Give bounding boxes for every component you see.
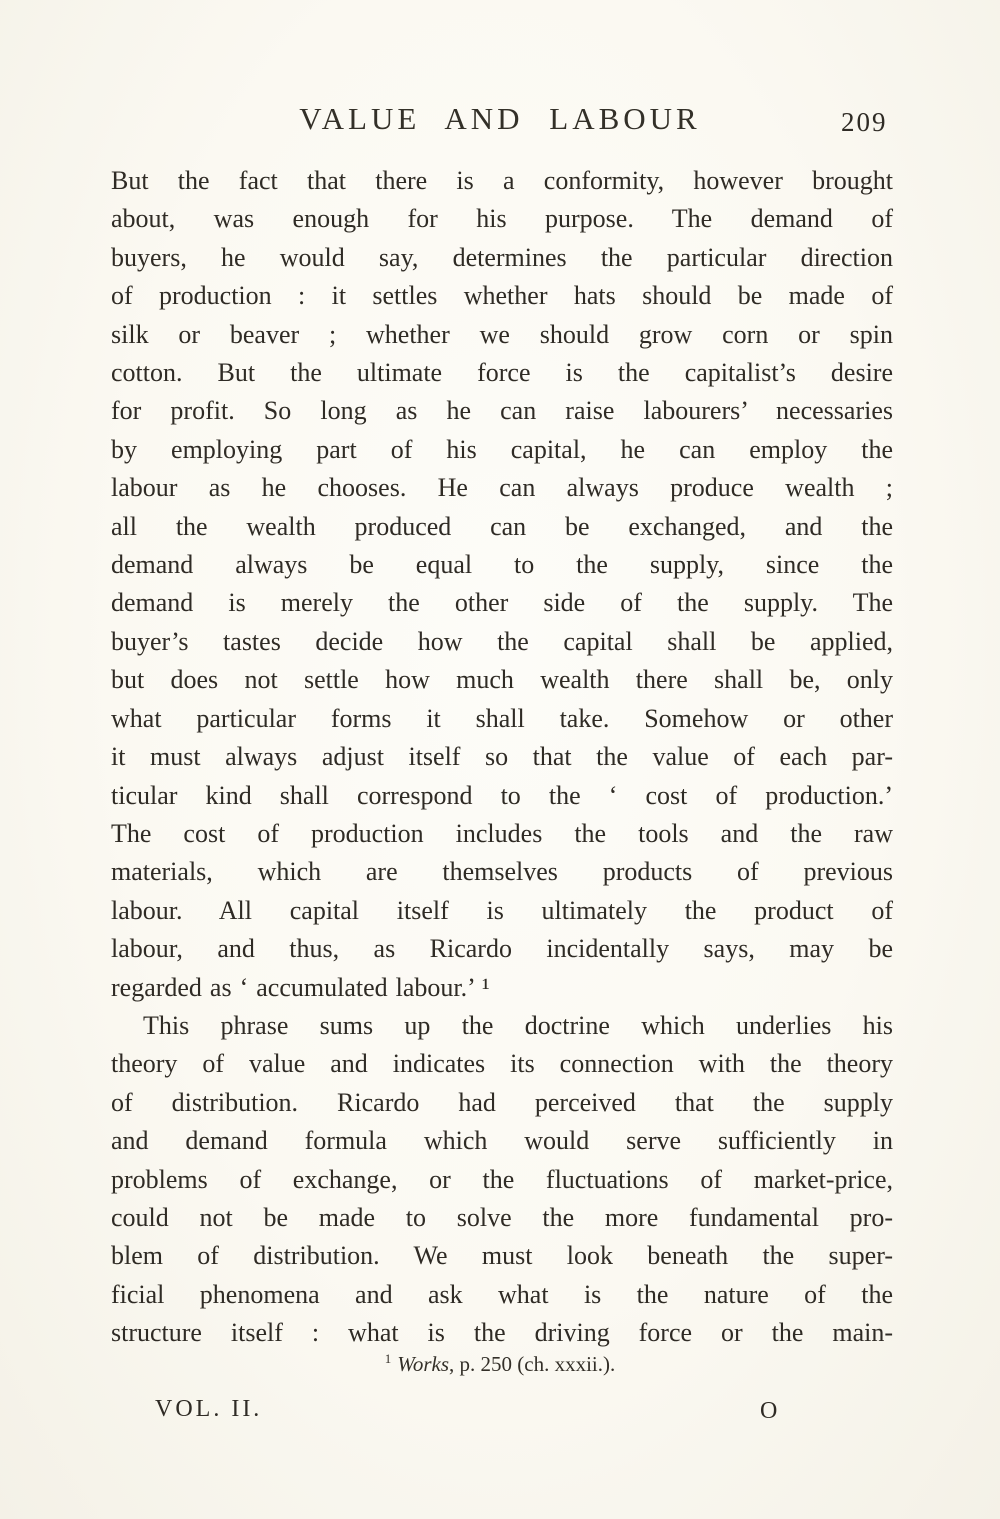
text-line: it must always adjust itself so that the value of each par-: [111, 742, 893, 772]
text-line: all the wealth produced can be exchanged, and the: [111, 511, 893, 541]
text-line: of production : it settles whether hats should be made of: [111, 281, 893, 311]
text-line: blem of distribution. We must look beneath the super-: [111, 1241, 893, 1271]
text-line: materials, which are themselves products of previous: [111, 857, 893, 887]
text-line: structure itself : what is the driving force or the main-: [111, 1318, 893, 1348]
text-line: by employing part of his capital, he can employ the: [111, 434, 893, 464]
text-line: could not be made to solve the more fundamental pro-: [111, 1202, 893, 1232]
text-line: labour. All capital itself is ultimately the product of: [111, 895, 893, 925]
text-line: buyer’s tastes decide how the capital shall be applied,: [111, 626, 893, 656]
text-line: what particular forms it shall take. Somehow or other: [111, 703, 893, 733]
page-body: [111, 162, 893, 1353]
text-line: problems of exchange, or the fluctuations of market-price,: [111, 1164, 893, 1194]
text-line: silk or beaver ; whether we should grow corn or spin: [111, 319, 893, 349]
footnote-work-title: Works: [397, 1352, 449, 1376]
text-line: but does not settle how much wealth there shall be, only: [111, 665, 893, 695]
footnote: [0, 1351, 1000, 1377]
page-number: 209: [841, 107, 888, 137]
text-line: regarded as ‘ accumulated labour.’ ¹: [111, 972, 490, 1002]
text-line: of distribution. Ricardo had perceived that the supply: [111, 1087, 893, 1117]
text-line: The cost of production includes the tools and the raw: [111, 818, 893, 848]
text-line: ficial phenomena and ask what is the nature of the: [111, 1279, 893, 1309]
text-line: theory of value and indicates its connection with the theory: [111, 1049, 893, 1079]
text-line: for profit. So long as he can raise labourers’ necessaries: [111, 396, 893, 426]
text-line: labour, and thus, as Ricardo incidentally says, may be: [111, 934, 893, 964]
volume-label: VOL. II.: [155, 1396, 263, 1422]
text-line: This phrase sums up the doctrine which underlies his: [143, 1010, 893, 1040]
text-line: labour as he chooses. He can always produce wealth ;: [111, 473, 893, 503]
text-line: and demand formula which would serve sufficiently in: [111, 1126, 893, 1156]
text-line: cotton. But the ultimate force is the capitalist’s desire: [111, 358, 893, 388]
page-title: VALUE AND LABOUR: [299, 101, 701, 136]
text-line: about, was enough for his purpose. The demand of: [111, 204, 893, 234]
footnote-marker: 1: [384, 1351, 392, 1366]
text-line: buyers, he would say, determines the particular direction: [111, 242, 893, 272]
text-line: demand always be equal to the supply, since the: [111, 550, 893, 580]
text-line: demand is merely the other side of the supply. The: [111, 588, 893, 618]
footnote-citation: , p. 250 (ch. xxxii.).: [449, 1352, 616, 1376]
text-line: But the fact that there is a conformity, however brought: [111, 166, 893, 195]
signature-mark: O: [760, 1398, 778, 1424]
text-line: ticular kind shall correspond to the ‘ cost of production.’: [111, 780, 893, 810]
